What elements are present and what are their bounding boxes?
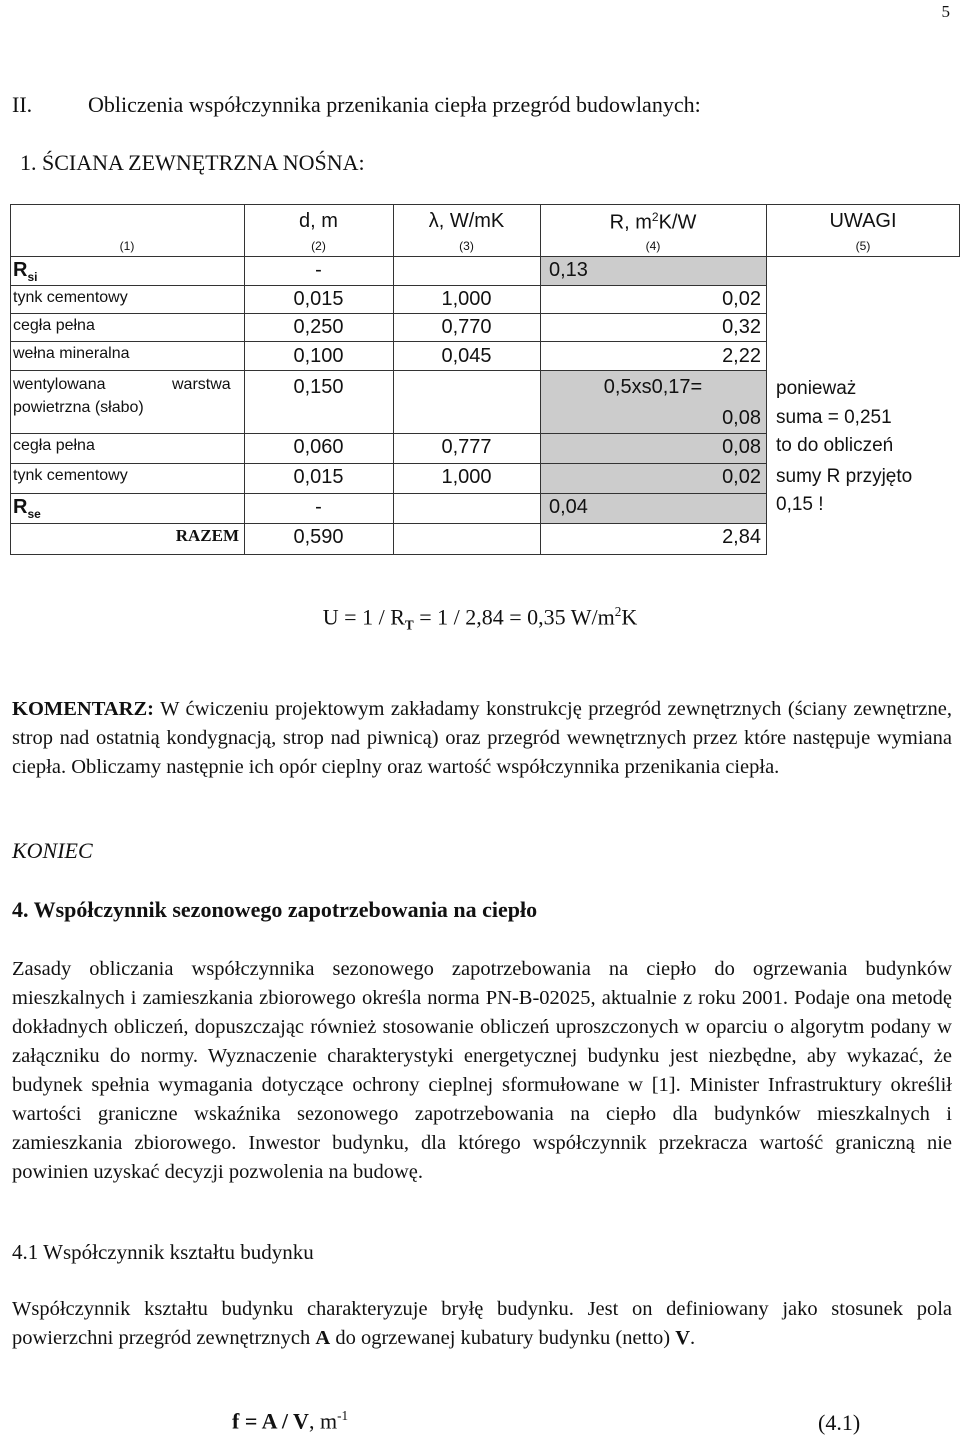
note-line: ponieważ bbox=[776, 378, 857, 399]
cell-d: 0,150 bbox=[293, 376, 344, 398]
row-label-b: warstwa bbox=[172, 376, 231, 393]
cell-lambda: 1,000 bbox=[441, 288, 492, 310]
section-4-heading: 4. Współczynnik sezonowego zapotrzebowania na ciepło bbox=[12, 897, 538, 922]
section-heading-ii bbox=[12, 92, 701, 118]
cell-r: 0,32 bbox=[722, 316, 761, 338]
cell-lambda: 1,000 bbox=[441, 466, 492, 488]
cell-d: 0,015 bbox=[293, 466, 344, 488]
row-label-a: wentylowana bbox=[13, 376, 106, 393]
eq-exp: -1 bbox=[337, 1408, 349, 1423]
zasady-paragraph: Zasady obliczania współczynnika sezonowego zapotrzebowania na ciepło do ogrzewania budynków mieszkalnych i zamieszkania zbiorowego określa norma PN-B-02025, aktualnie z roku 2001. Podaje ona metodę dokładnych obliczeń, dopuszczając również stosowanie obliczeń uproszczonych w oparciu o algorytm podany w załączniku do normy. Wyznaczenie charakterystyki energetycznej budynku jest niezbędne, aby wykazać, że budynek spełnia wymagania dotyczące ochrony cieplnej sformułowane w [1]. Minister Infrastruktury określił wartości graniczne wskaźnika sezonowego zapotrzebowania na ciepło dla budynków mieszkalnych i zamieszkania zbiorowego. Inwestor budynku, dla którego współczynnik przekracza wartość graniczną nie powinien uzyskać decyzji pozwolenia na budowę. bbox=[12, 958, 952, 1183]
index-4: (4) bbox=[645, 239, 661, 253]
header-uwagi: UWAGI bbox=[829, 210, 897, 232]
header-d: d, m bbox=[299, 210, 338, 232]
note-line: 0,15 ! bbox=[776, 494, 824, 515]
page-number: 5 bbox=[941, 2, 950, 21]
komentarz-text: W ćwiczeniu projektowym zakładamy konstrukcję przegród zewnętrznych (ściany zewnętrzne, strop nad ostatnią kondygnacją, strop nad piwnicą) oraz przegród wewnętrznych przez które następuje wymiana ciepła. Obliczamy następnie ich opór cieplny oraz wartość współczynnika przenikania ciepła. bbox=[12, 698, 952, 778]
index-1: (1) bbox=[119, 239, 135, 253]
equation-number: (4.1) bbox=[818, 1410, 861, 1435]
wsp-v: V bbox=[675, 1327, 690, 1349]
row-label: wełna mineralna bbox=[13, 345, 130, 362]
rsi-sub: si bbox=[27, 270, 38, 284]
row-label-razem: RAZEM bbox=[175, 526, 239, 545]
shape-coefficient-paragraph bbox=[12, 1295, 952, 1353]
koniec-label: KONIEC bbox=[12, 838, 93, 863]
wsp-text-1: Współczynnik kształtu budynku charakteryzuje bryłę budynku. Jest on definiowany jako stosunek pola powierzchni przegród zewnętrznych bbox=[12, 1298, 952, 1349]
komentarz-paragraph bbox=[12, 695, 952, 782]
row-label: cegła pełna bbox=[13, 317, 95, 334]
rsi-main: R bbox=[13, 259, 28, 281]
equation-4-1 bbox=[232, 1408, 348, 1434]
row-label: tynk cementowy bbox=[13, 467, 128, 484]
u-formula bbox=[0, 604, 960, 634]
cell-r: 0,08 bbox=[722, 407, 761, 429]
row-label: cegła pełna bbox=[13, 437, 95, 454]
cell-r: 2,22 bbox=[722, 345, 761, 367]
section-title: Obliczenia współczynnika przenikania ciepła przegród budowlanych: bbox=[88, 92, 701, 117]
rse-r: 0,04 bbox=[549, 496, 588, 518]
subsection-heading: 1. ŚCIANA ZEWNĘTRZNA NOŚNA: bbox=[20, 150, 365, 175]
eq-unit: , m bbox=[308, 1408, 338, 1434]
cell-r: 0,08 bbox=[722, 436, 761, 458]
cell-r-formula: 0,5xs0,17= bbox=[603, 376, 703, 398]
rse-main: R bbox=[13, 496, 28, 518]
u-rhs-end: K bbox=[621, 604, 638, 630]
note-line: suma = 0,251 bbox=[776, 407, 892, 428]
wsp-text-3: . bbox=[690, 1327, 696, 1349]
u-rhs-sup: 2 bbox=[614, 604, 622, 619]
note-line: to do obliczeń bbox=[776, 435, 894, 456]
u-lhs-sub: T bbox=[404, 617, 414, 633]
header-r-exp: 2 bbox=[651, 210, 659, 224]
thermal-resistance-table bbox=[10, 204, 960, 555]
wsp-text-2: do ogrzewanej kubatury budynku (netto) bbox=[330, 1327, 676, 1349]
header-r bbox=[540, 210, 766, 235]
cell-r: 0,02 bbox=[722, 288, 761, 310]
section-4-1-heading: 4.1 Współczynnik kształtu budynku bbox=[12, 1240, 314, 1264]
cell-d: 0,060 bbox=[293, 436, 344, 458]
cell-lambda: 0,770 bbox=[441, 316, 492, 338]
u-rhs: = 1 / 2,84 = 0,35 W/m bbox=[413, 604, 615, 630]
rsi-d: - bbox=[315, 259, 322, 281]
header-r-prefix: R, m bbox=[609, 211, 652, 234]
row-label-c: powietrzna (słabo) bbox=[13, 399, 144, 416]
index-2: (2) bbox=[311, 239, 326, 253]
cell-d: 0,015 bbox=[293, 288, 344, 310]
cell-r: 2,84 bbox=[722, 526, 761, 548]
rsi-r: 0,13 bbox=[549, 259, 588, 281]
cell-lambda: 0,045 bbox=[441, 345, 492, 367]
header-lambda: λ, W/mK bbox=[428, 210, 505, 232]
row-label-rsi bbox=[13, 259, 37, 284]
eq-lhs: f = A / V bbox=[232, 1408, 309, 1434]
cell-lambda: 0,777 bbox=[441, 436, 492, 458]
note-line: sumy R przyjęto bbox=[776, 466, 913, 487]
header-r-suffix: K/W bbox=[658, 211, 697, 234]
row-label-rse bbox=[13, 496, 41, 521]
cell-r: 0,02 bbox=[722, 466, 761, 488]
komentarz-label: KOMENTARZ: bbox=[12, 698, 154, 720]
rse-sub: se bbox=[27, 507, 41, 521]
wsp-a: A bbox=[315, 1327, 331, 1349]
index-3: (3) bbox=[459, 239, 474, 253]
u-lhs: U = 1 / R bbox=[322, 604, 405, 630]
cell-d: 0,590 bbox=[293, 526, 344, 548]
rse-d: - bbox=[315, 496, 322, 518]
section-number: II. bbox=[12, 92, 33, 117]
row-label: tynk cementowy bbox=[13, 289, 128, 306]
cell-d: 0,250 bbox=[293, 316, 344, 338]
index-5: (5) bbox=[855, 239, 871, 253]
cell-d: 0,100 bbox=[293, 345, 344, 367]
